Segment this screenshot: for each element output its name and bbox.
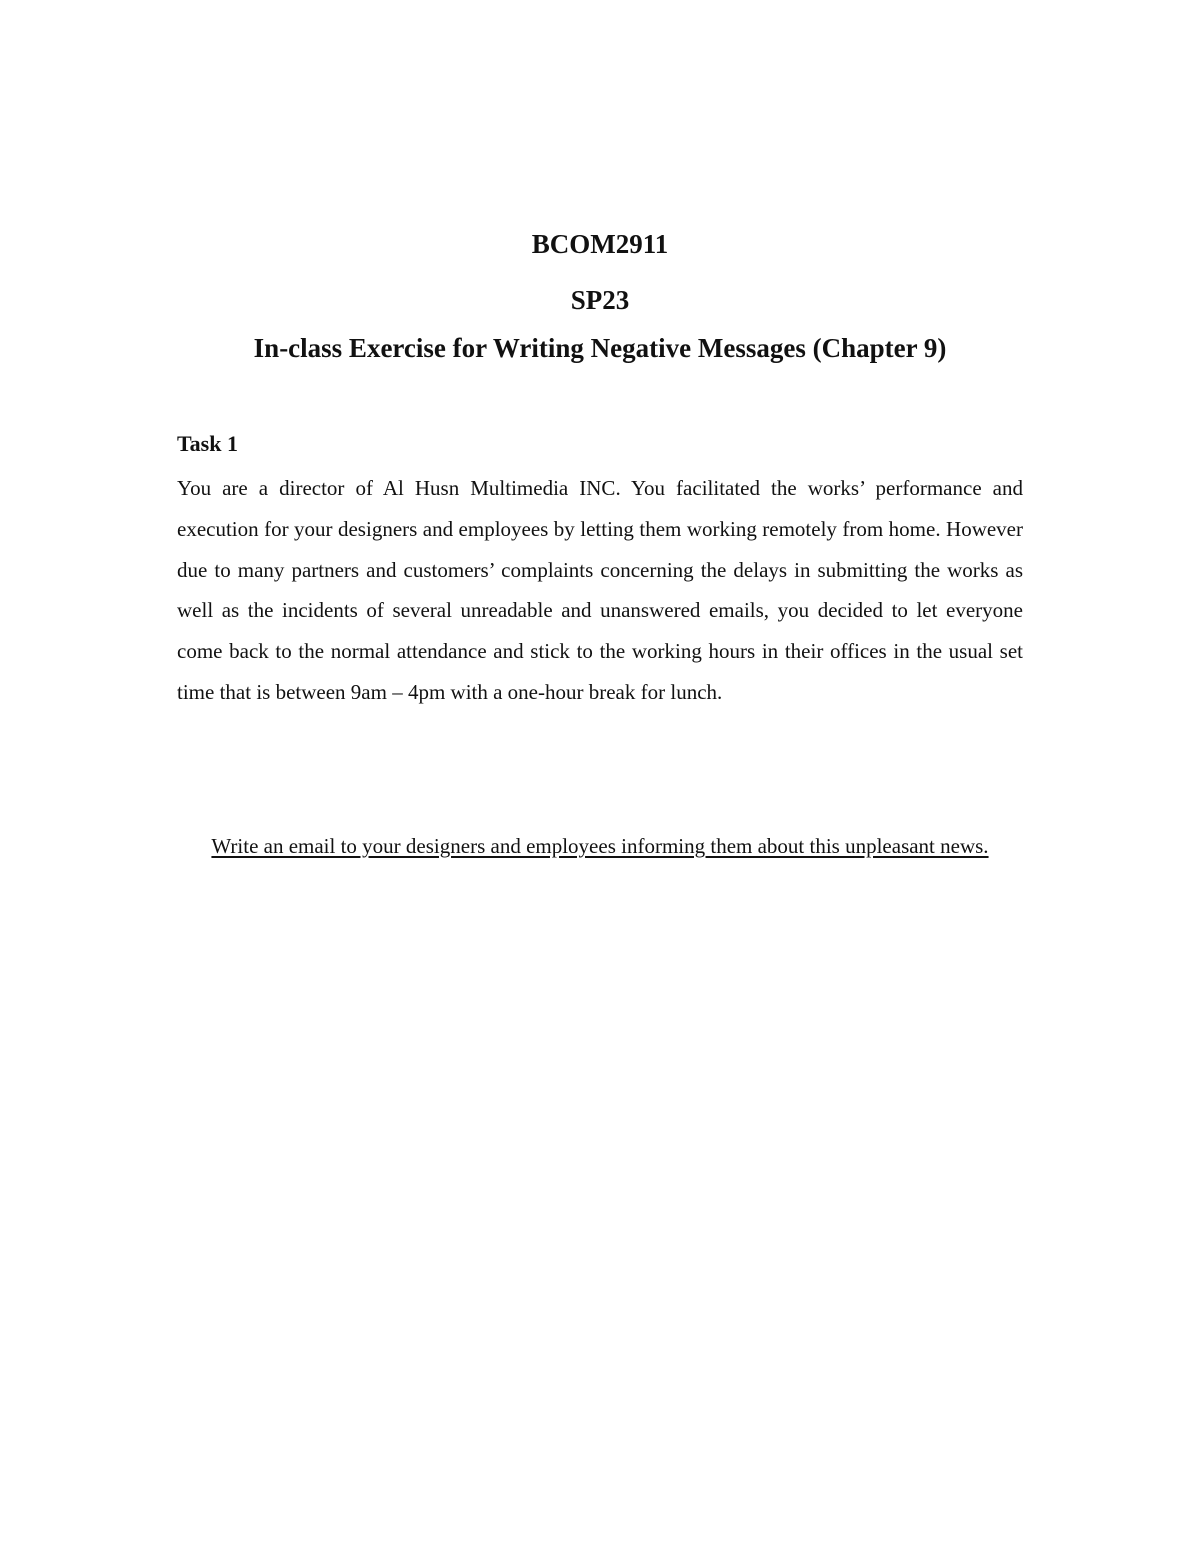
task-label: Task 1 [177, 431, 238, 456]
task-instruction: Write an email to your designers and employees informing them about this unpleasant news. [211, 834, 989, 858]
task-description: You are a director of Al Husn Multimedia INC. You facilitated the works’ performance and execution for your designers and employees by letting them working remotely from home. However due to many partners and customers’ complaints concerning the delays in submitting the works as well as the incidents of several unreadable and unanswered emails, you decided to let everyone come back to the normal attendance and stick to the working hours in their offices in the usual set time that is between 9am – 4pm with a one-hour break for lunch. [177, 476, 1023, 704]
term-label: SP23 [570, 285, 630, 315]
document-title: In-class Exercise for Writing Negative Messages (Chapter 9) [253, 333, 947, 363]
course-code: BCOM2911 [531, 229, 669, 259]
